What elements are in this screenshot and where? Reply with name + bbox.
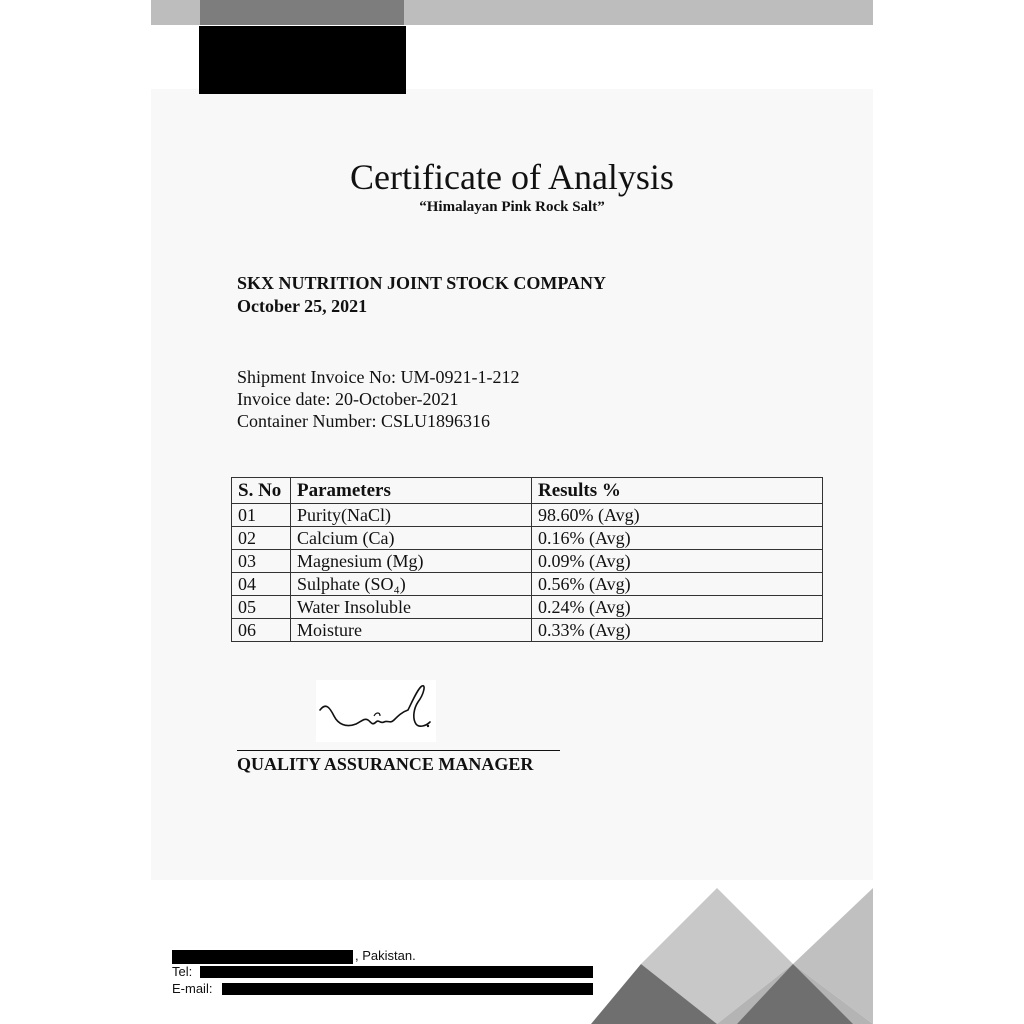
cell-sno: 03	[232, 550, 291, 573]
cell-result: 98.60% (Avg)	[532, 504, 823, 527]
cell-result: 0.24% (Avg)	[532, 596, 823, 619]
signature-line	[237, 750, 560, 751]
cell-sno: 02	[232, 527, 291, 550]
container-number: Container Number: CSLU1896316	[237, 411, 490, 431]
table-row	[232, 573, 823, 596]
cell-parameter: Water Insoluble	[291, 596, 532, 619]
page-title: Certificate of Analysis	[350, 157, 674, 197]
cell-result: 0.56% (Avg)	[532, 573, 823, 596]
header-accent-bar	[200, 0, 404, 25]
redacted-email	[222, 983, 593, 995]
column-header-sno: S. No	[232, 478, 291, 504]
redacted-address	[172, 950, 353, 964]
cell-sno: 01	[232, 504, 291, 527]
page-subtitle: “Himalayan Pink Rock Salt”	[419, 199, 605, 215]
cell-result: 0.33% (Avg)	[532, 619, 823, 642]
cell-sno: 04	[232, 573, 291, 596]
redacted-logo	[199, 26, 406, 94]
manager-signature	[316, 680, 436, 742]
cell-parameter: Magnesium (Mg)	[291, 550, 532, 573]
cell-parameter: Calcium (Ca)	[291, 527, 532, 550]
cell-result: 0.09% (Avg)	[532, 550, 823, 573]
document-page	[151, 0, 873, 1024]
column-header-parameters: Parameters	[291, 478, 532, 504]
cell-parameter: Purity(NaCl)	[291, 504, 532, 527]
column-header-results: Results %	[532, 478, 823, 504]
analysis-table	[231, 477, 823, 642]
cell-sno: 06	[232, 619, 291, 642]
invoice-date: Invoice date: 20-October-2021	[237, 389, 459, 409]
table-header-row	[232, 478, 823, 504]
email-label: E-mail:	[172, 981, 213, 996]
table-row	[232, 550, 823, 573]
table-row	[232, 527, 823, 550]
address-suffix: , Pakistan.	[355, 948, 416, 963]
cell-parameter: Sulphate (SO₄)	[291, 573, 532, 596]
table-row	[232, 504, 823, 527]
document-date: October 25, 2021	[237, 296, 368, 316]
cell-result: 0.16% (Avg)	[532, 527, 823, 550]
table-row	[232, 619, 823, 642]
shipment-invoice-no: Shipment Invoice No: UM-0921-1-212	[237, 367, 520, 387]
signatory-title: QUALITY ASSURANCE MANAGER	[237, 754, 534, 774]
cell-parameter: Moisture	[291, 619, 532, 642]
table-row	[232, 596, 823, 619]
cell-sno: 05	[232, 596, 291, 619]
tel-label: Tel:	[172, 964, 193, 979]
company-name: SKX NUTRITION JOINT STOCK COMPANY	[237, 273, 607, 293]
redacted-phone	[200, 966, 593, 978]
